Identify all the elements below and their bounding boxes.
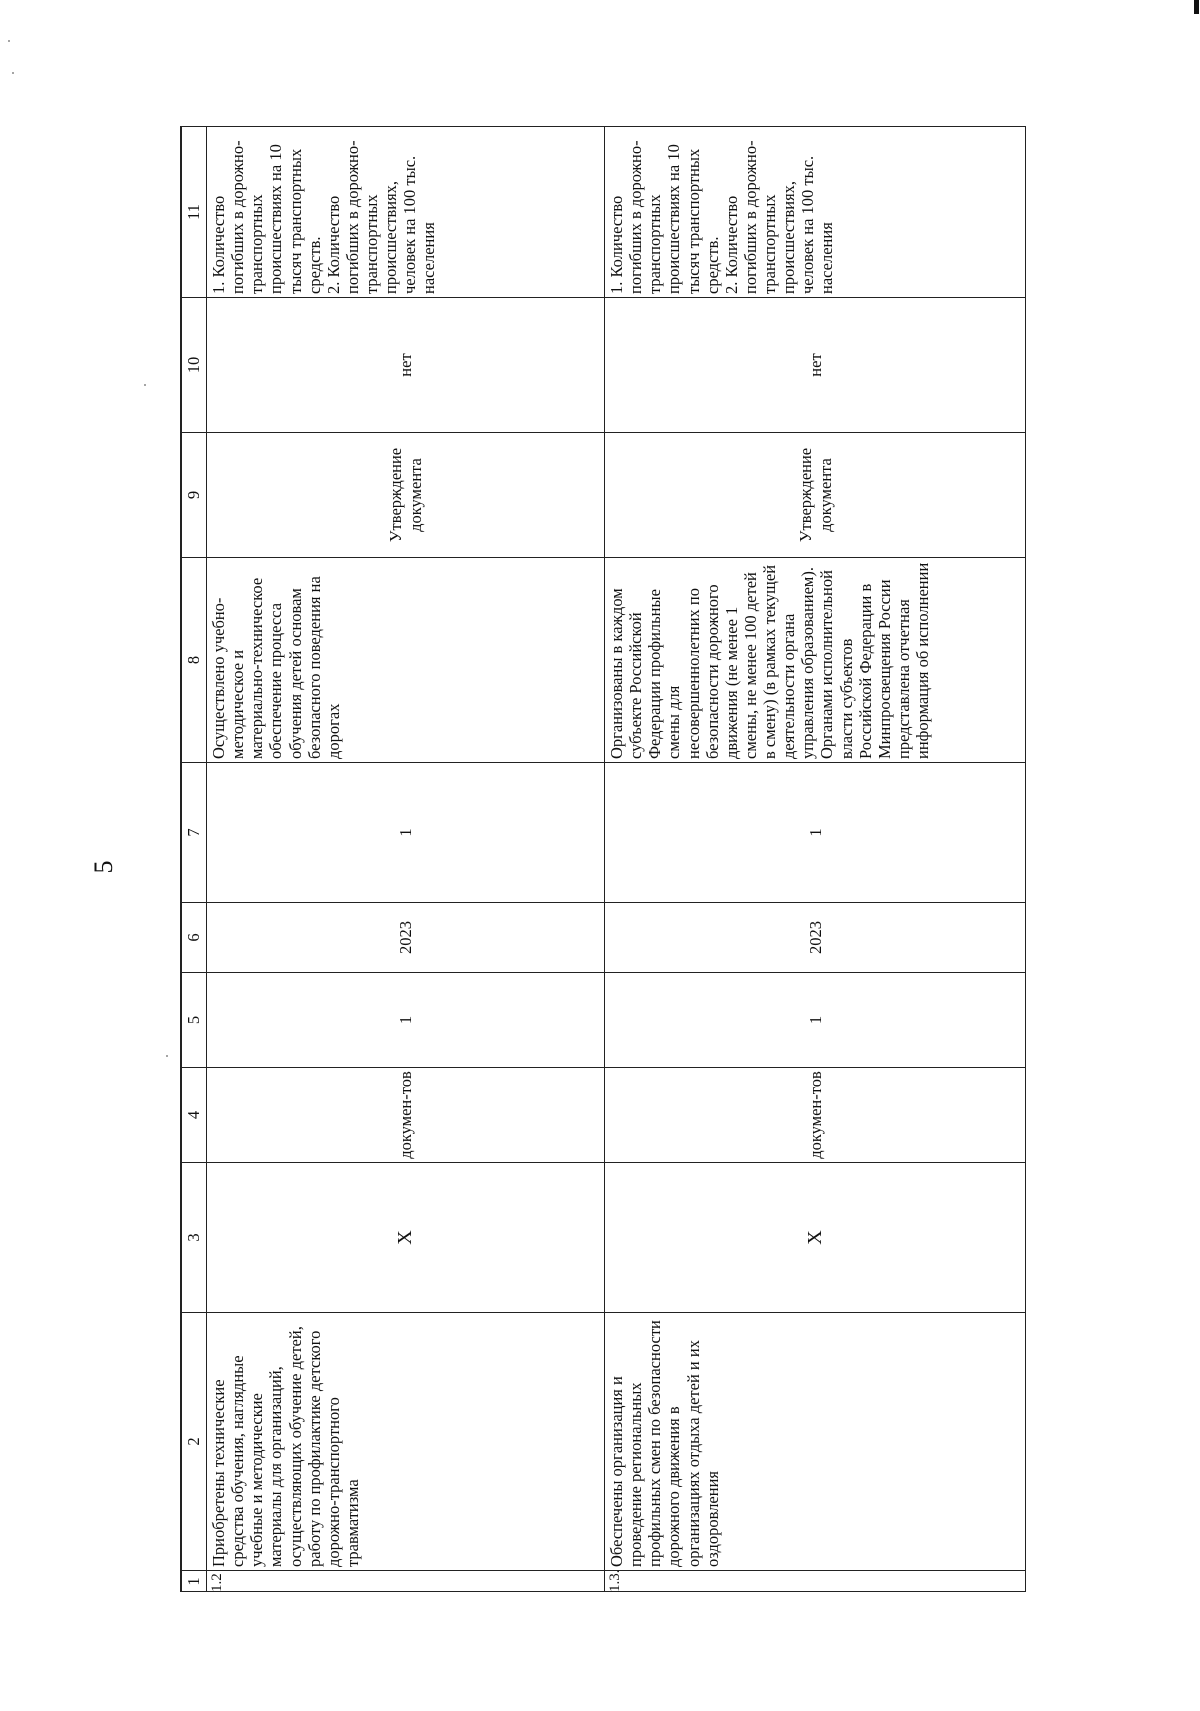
rotated-table-container xyxy=(181,127,1026,1592)
table-frame xyxy=(180,126,1026,1592)
column-number-row xyxy=(182,127,207,1593)
unit-cell: докумен-тов xyxy=(605,1068,1027,1163)
col-number: 7 xyxy=(182,763,207,903)
cell-col5: 1 xyxy=(207,973,605,1068)
control-event-cell: Утверждение документа xyxy=(605,433,1027,558)
cell-col5: 1 xyxy=(605,973,1027,1068)
indicators-cell: 1. Количество погибших в дорожно-транспортных происшествиях на 10 тысяч транспортных средств. 2. Количество погибших в дорожно-транспортных происшествиях, человек на 100 тыс. населения xyxy=(605,127,1027,298)
col-number: 4 xyxy=(182,1068,207,1163)
cell-col3: Х xyxy=(605,1163,1027,1313)
table-row xyxy=(207,127,605,1593)
scan-speck xyxy=(8,40,10,42)
cell-col3: Х xyxy=(207,1163,605,1313)
col-number: 6 xyxy=(182,903,207,973)
activity-name: Приобретены технические средства обучения, наглядные учебные и методические материалы для организаций, осуществляющих обучение детей, работу по профилактике детского дорожно-транспортного травматизма xyxy=(207,1313,605,1571)
scan-speck xyxy=(12,72,14,74)
year-cell: 2023 xyxy=(605,903,1027,973)
page-number: 5 xyxy=(89,860,118,874)
scan-edge-mark xyxy=(1194,0,1199,14)
cell-col10: нет xyxy=(605,298,1027,433)
year-cell: 2023 xyxy=(207,903,605,973)
col-number: 3 xyxy=(182,1163,207,1313)
result-cell: Осуществлено учебно-методическое и материально-техническое обеспечение процесса обучения детей основам безопасного поведения на дорогах xyxy=(207,558,605,763)
scan-speck xyxy=(166,1055,168,1057)
activities-table xyxy=(181,126,1026,1592)
cell-col7: 1 xyxy=(207,763,605,903)
row-number: 1.2 xyxy=(207,1571,605,1593)
cell-col7: 1 xyxy=(605,763,1027,903)
unit-cell: докумен-тов xyxy=(207,1068,605,1163)
col-number: 5 xyxy=(182,973,207,1068)
col-number: 10 xyxy=(182,298,207,433)
row-number: 1.3. xyxy=(605,1571,1027,1593)
col-number: 2 xyxy=(182,1313,207,1571)
col-number: 11 xyxy=(182,127,207,298)
cell-col10: нет xyxy=(207,298,605,433)
col-number: 1 xyxy=(182,1571,207,1593)
indicators-cell: 1. Количество погибших в дорожно-транспортных происшествиях на 10 тысяч транспортных средств. 2. Количество погибших в дорожно-транспортных происшествиях, человек на 100 тыс. населения xyxy=(207,127,605,298)
activity-name: Обеспечены организация и проведение региональных профильных смен по безопасности дорожного движения в организациях отдыха детей и их оздоровления xyxy=(605,1313,1027,1571)
col-number: 9 xyxy=(182,433,207,558)
control-event-cell: Утверждение документа xyxy=(207,433,605,558)
table-row xyxy=(605,127,1027,1593)
scan-speck xyxy=(144,384,146,386)
result-cell: Организованы в каждом субъекте Российской Федерации профильные смены для несовершеннолетних по безопасности дорожного движения (не менее 1 смены, не менее 100 детей в смену) (в рамках текущей деятельности органа управления образованием). Органами исполнительной власти субъектов Российской Федерации в Минпросвещения России представлена отчетная информация об исполнении xyxy=(605,558,1027,763)
col-number: 8 xyxy=(182,558,207,763)
